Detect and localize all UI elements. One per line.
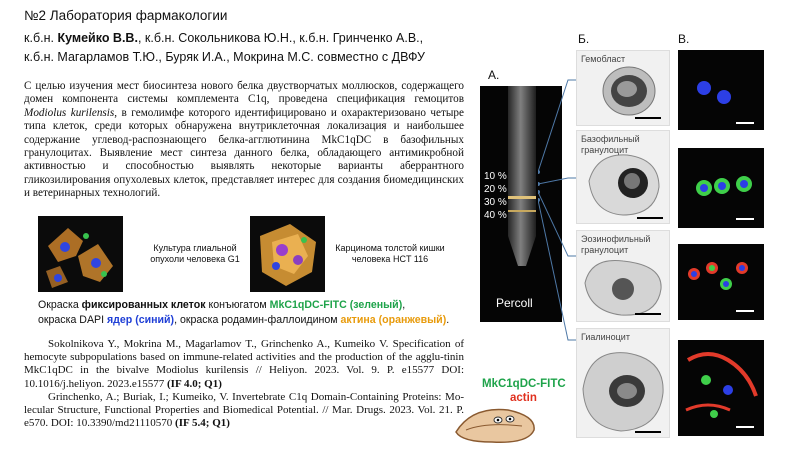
abstract-text: С целью изучения мест биосинтеза нового белка двустворчатых моллюсков, содержащего домен компонента системы комплемента C1q, проведена спецификация гемоцитов Modiolus kurilensis, в гемолимфе которого идентифицировано и охарактеризовано четыре типа клеток, среди которых обнаружена внутриклеточная локализация и наибольшее содержание углевод-распознающего белка-агглютинина MkC1qDC в базофильных гранулоцитах. Выявление мест синтеза данного белка, обладающего антимикробной активностью и способностью выявлять некоторые варианты аберрантного гликозилирования опухолевых клеток, представляет интерес для создания биомедицинских и ветеринарных технологий. — [24, 80, 464, 200]
glial-culture-caption: Культура глиальной опухоли человека G1 — [150, 243, 240, 264]
actin-label: актина (оранжевый) — [340, 314, 447, 326]
hyalinocyte-label: Гиалиноцит — [581, 332, 630, 342]
glial-culture-image — [38, 216, 123, 292]
percent-10: 10 % — [484, 171, 507, 182]
mussel-illustration — [452, 400, 538, 446]
carcinoma-image — [250, 216, 325, 292]
hyalinocyte-fluorescence — [678, 340, 764, 436]
percent-30: 30 % — [484, 197, 507, 208]
percent-40: 40 % — [484, 210, 507, 221]
authors-line-2: к.б.н. Магарламов Т.Ю., Буряк И.А., Мокрина М.С. совместно с ДВФУ — [24, 50, 425, 64]
fitc-label: MkC1qDC-FITC (зеленый) — [269, 299, 403, 311]
legend-actin: actin — [510, 392, 537, 404]
lead-author: Кумейко В.В. — [57, 31, 138, 45]
dapi-label: ядер (синий) — [106, 314, 175, 326]
hyalinocyte-micrograph — [576, 328, 670, 438]
connector-lines — [538, 60, 578, 400]
basophil-micrograph — [576, 130, 670, 224]
percoll-label: Percoll — [496, 296, 533, 310]
authors-line-1: к.б.н. Кумейко В.В., к.б.н. Сокольникова Ю.Н., к.б.н. Гринченко А.В., — [24, 31, 424, 45]
eosinophil-label: Эозинофильный гранулоцит — [581, 234, 651, 255]
reference-2: Grinchenko, A.; Buriak, I.; Kumeiko, V. Invertebrate C1q Domain-Containing Proteins: Mo-lecular Structure, Functional Properties and Biomedical Potential. // Mar. Drugs. 2023. Vol. 21. P. e570. DOI: 10.3390/md21110570 (IF 5.4; Q1) — [24, 390, 464, 430]
references — [24, 338, 464, 430]
panel-v-label: В. — [678, 32, 690, 46]
hemoblast-fluorescence — [678, 50, 764, 130]
lab-title: №2 Лаборатория фармакологии — [24, 8, 228, 23]
percent-20: 20 % — [484, 184, 507, 195]
eosinophil-fluorescence — [678, 244, 764, 320]
basophil-label: Базофильный гранулоцит — [581, 134, 640, 155]
legend-fitc: MkC1qDC-FITC — [482, 378, 566, 390]
hemoblast-micrograph — [576, 50, 670, 126]
species-name: Modiolus kurilensis — [24, 106, 115, 119]
panel-a-label: А. — [488, 68, 500, 82]
panel-b-label: Б. — [578, 32, 590, 46]
reference-1: Sokolnikova Y., Mokrina M., Magarlamov T., Grinchenko A., Kumeiko V. Specification of hemocyte subpopulations based on immune-related activities and the production of the agglu-tinin MkC1qDC in the bivalve Modiolus kurilensis // Heliyon. 2023. Vol. 9. P. e15577 DOI: 10.1016/j.heliyon. 2023.e15577 (IF 4.0; Q1) — [24, 338, 464, 390]
hemoblast-label: Гемобласт — [581, 54, 626, 64]
staining-note: Окраска фиксированных клеток конъюгатом MkC1qDC-FITC (зеленый), окраска DAPI ядер (синий), окраска родамин-фаллоидином актина (оранжевый). — [38, 299, 450, 326]
basophil-fluorescence — [678, 148, 764, 228]
eosinophil-micrograph — [576, 230, 670, 322]
carcinoma-caption: Карциномa толстой кишки человека HCT 116 — [335, 243, 445, 264]
